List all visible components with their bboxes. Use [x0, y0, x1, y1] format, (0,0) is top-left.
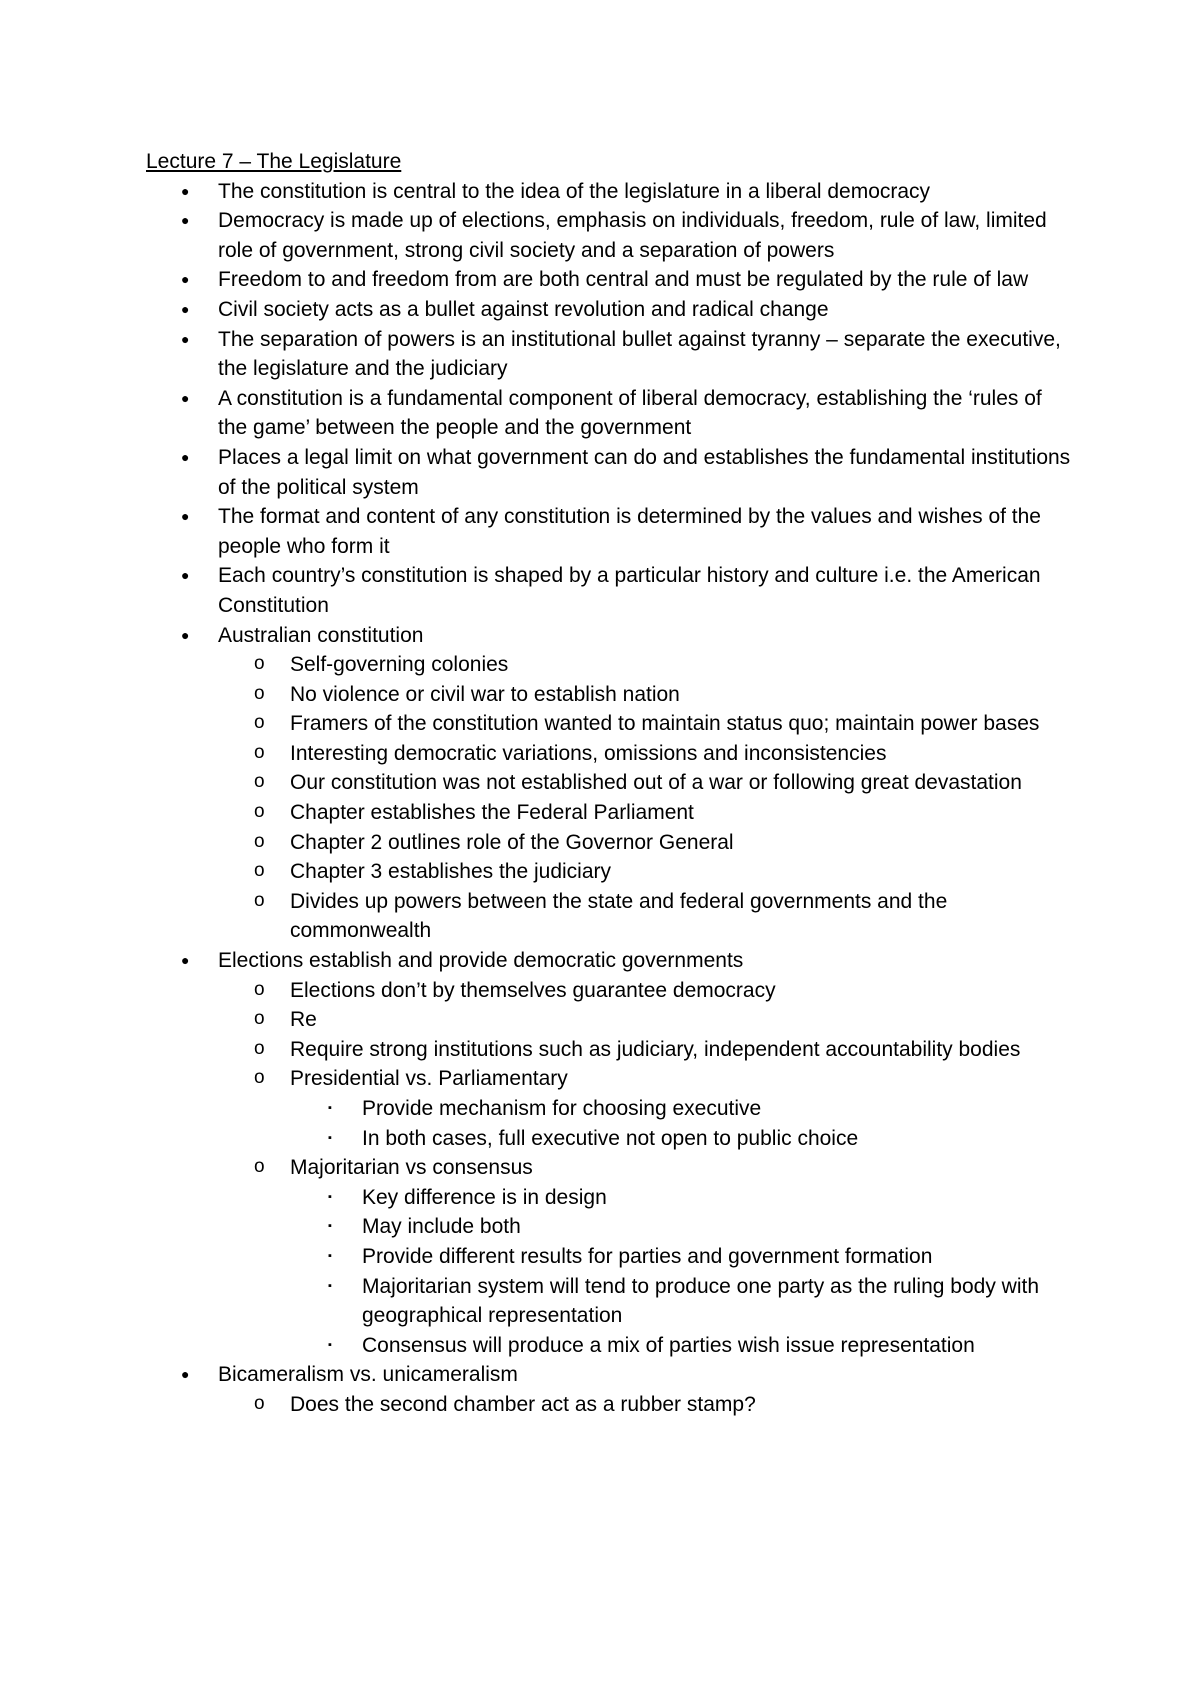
list-item-level-2	[218, 709, 1076, 739]
list-item-text: Majoritarian vs consensus	[290, 1156, 533, 1180]
list-item-level-2	[218, 1153, 1076, 1360]
list-item-level-3	[290, 1212, 1076, 1242]
list-item-text: Interesting democratic variations, omissions and inconsistencies	[290, 741, 887, 765]
list-item-level-3	[290, 1272, 1076, 1331]
list-item-text: The constitution is central to the idea of the legislature in a liberal democracy	[218, 179, 931, 203]
list-item-text: Framers of the constitution wanted to maintain status quo; maintain power bases	[290, 712, 1040, 736]
list-item-text: Presidential vs. Parliamentary	[290, 1067, 568, 1091]
list-item-level-1	[146, 177, 1076, 207]
circle-bullet-icon: o	[254, 1037, 265, 1059]
list-item-text: Our constitution was not established out of a war or following great devastation	[290, 771, 1022, 795]
list-item-text: Re	[290, 1008, 317, 1032]
circle-bullet-icon: o	[254, 712, 265, 734]
square-bullet-icon: ▪	[328, 1249, 332, 1262]
circle-bullet-icon: o	[254, 653, 265, 675]
list-item-level-3	[290, 1242, 1076, 1272]
list-item-level-2	[218, 1390, 1076, 1420]
list-item-text: Bicameralism vs. unicameralism	[218, 1363, 518, 1387]
circle-bullet-icon: o	[254, 741, 265, 763]
list-item-text: A constitution is a fundamental component of liberal democracy, establishing the ‘rules of the game’ between the people and the government	[218, 386, 1042, 440]
bullet-icon: ●	[181, 330, 190, 347]
list-item-text: Require strong institutions such as judiciary, independent accountability bodies	[290, 1037, 1021, 1061]
list-item-level-1	[146, 384, 1076, 443]
circle-bullet-icon: o	[254, 860, 265, 882]
list-item-text: Each country’s constitution is shaped by a particular history and culture i.e. the American Constitution	[218, 564, 1041, 617]
circle-bullet-icon: o	[254, 801, 265, 823]
circle-bullet-icon: o	[254, 771, 265, 793]
list-item-level-3	[290, 1183, 1076, 1213]
list-item-text: Key difference is in design	[362, 1185, 607, 1209]
list-item-level-2	[218, 828, 1076, 858]
list-item-text: Does the second chamber act as a rubber stamp?	[290, 1392, 756, 1416]
square-bullet-icon: ▪	[328, 1190, 332, 1203]
list-item-text: Divides up powers between the state and federal governments and the commonwealth	[290, 889, 948, 943]
list-item-text: Freedom to and freedom from are both central and must be regulated by the rule of law	[218, 268, 1029, 292]
list-item-level-2	[218, 739, 1076, 769]
sub-list-level-2	[218, 650, 1076, 946]
list-item-level-1	[146, 443, 1076, 502]
list-item-text: Chapter 3 establishes the judiciary	[290, 860, 612, 884]
bullet-icon: ●	[181, 626, 190, 643]
bullet-icon: ●	[181, 389, 190, 406]
list-item-text: Australian constitution	[218, 623, 424, 647]
bullet-icon: ●	[181, 271, 190, 288]
list-item-text: Self-governing colonies	[290, 653, 509, 677]
list-item-level-3	[290, 1094, 1076, 1124]
page-title: Lecture 7 – The Legislature	[146, 150, 402, 173]
list-item-text: Places a legal limit on what government can do and establishes the fundamental institutions of the political system	[218, 445, 1071, 499]
list-item-text: Majoritarian system will tend to produce one party as the ruling body with geographical representation	[362, 1274, 1040, 1328]
list-item-text: Democracy is made up of elections, emphasis on individuals, freedom, rule of law, limited role of government, strong civil society and a separation of powers	[218, 209, 1047, 262]
circle-bullet-icon: o	[254, 830, 265, 852]
list-item-text: May include both	[362, 1215, 521, 1239]
list-item-text: Civil society acts as a bullet against revolution and radical change	[218, 297, 829, 321]
list-item-level-1	[146, 561, 1076, 620]
list-item-text: No violence or civil war to establish nation	[290, 682, 680, 706]
list-item-level-1	[146, 265, 1076, 295]
list-item-level-1	[146, 621, 1076, 947]
bullet-icon: ●	[181, 508, 190, 525]
bullet-icon: ●	[181, 567, 190, 584]
circle-bullet-icon: o	[254, 682, 265, 704]
sub-list-level-3	[290, 1183, 1076, 1361]
sub-list-level-2	[218, 976, 1076, 1361]
list-item-level-2	[218, 768, 1076, 798]
list-item-level-2	[218, 1005, 1076, 1035]
bullet-icon: ●	[181, 448, 190, 465]
list-item-level-3	[290, 1124, 1076, 1154]
list-item-level-1	[146, 295, 1076, 325]
sub-list-level-3	[290, 1094, 1076, 1153]
list-item-level-1	[146, 502, 1076, 561]
bullet-list	[146, 177, 1076, 1420]
list-item-text: Chapter establishes the Federal Parliament	[290, 801, 694, 825]
list-item-level-1	[146, 325, 1076, 384]
list-item-level-3	[290, 1331, 1076, 1361]
list-item-level-2	[218, 976, 1076, 1006]
bullet-icon: ●	[181, 1366, 190, 1383]
square-bullet-icon: ▪	[328, 1279, 332, 1292]
list-item-level-1	[146, 946, 1076, 1360]
list-item-level-2	[218, 857, 1076, 887]
circle-bullet-icon: o	[254, 978, 265, 1000]
list-item-text: Elections establish and provide democratic governments	[218, 949, 744, 973]
bullet-icon: ●	[181, 212, 190, 229]
list-item-level-2	[218, 650, 1076, 680]
list-item-text: Provide mechanism for choosing executive	[362, 1097, 762, 1120]
list-item-level-1	[146, 1360, 1076, 1419]
document-content	[146, 147, 1076, 1420]
list-item-text: Elections don’t by themselves guarantee democracy	[290, 978, 776, 1002]
square-bullet-icon: ▪	[328, 1102, 332, 1114]
list-item-text: The separation of powers is an institutional bullet against tyranny – separate the executive, the legislature and the judiciary	[218, 327, 1061, 381]
circle-bullet-icon: o	[254, 1008, 265, 1030]
list-item-text: Provide different results for parties and government formation	[362, 1244, 933, 1268]
list-item-text: Chapter 2 outlines role of the Governor General	[290, 830, 734, 854]
circle-bullet-icon: o	[254, 889, 265, 911]
circle-bullet-icon: o	[254, 1067, 265, 1089]
bullet-icon: ●	[181, 952, 190, 969]
list-item-level-1	[146, 206, 1076, 265]
list-item-text: In both cases, full executive not open to public choice	[362, 1126, 859, 1150]
square-bullet-icon: ▪	[328, 1338, 332, 1351]
list-item-level-2	[218, 798, 1076, 828]
list-item-text: The format and content of any constitution is determined by the values and wishes of the people who form it	[218, 505, 1041, 558]
bullet-icon: ●	[181, 182, 190, 199]
square-bullet-icon: ▪	[328, 1131, 332, 1144]
list-item-level-2	[218, 1064, 1076, 1153]
list-item-level-2	[218, 1035, 1076, 1065]
square-bullet-icon: ▪	[328, 1220, 332, 1233]
list-item-text: Consensus will produce a mix of parties wish issue representation	[362, 1333, 975, 1357]
bullet-icon: ●	[181, 300, 190, 317]
list-item-level-2	[218, 680, 1076, 710]
circle-bullet-icon: o	[254, 1392, 265, 1414]
list-item-level-2	[218, 887, 1076, 946]
circle-bullet-icon: o	[254, 1156, 265, 1178]
sub-list-level-2	[218, 1390, 1076, 1420]
